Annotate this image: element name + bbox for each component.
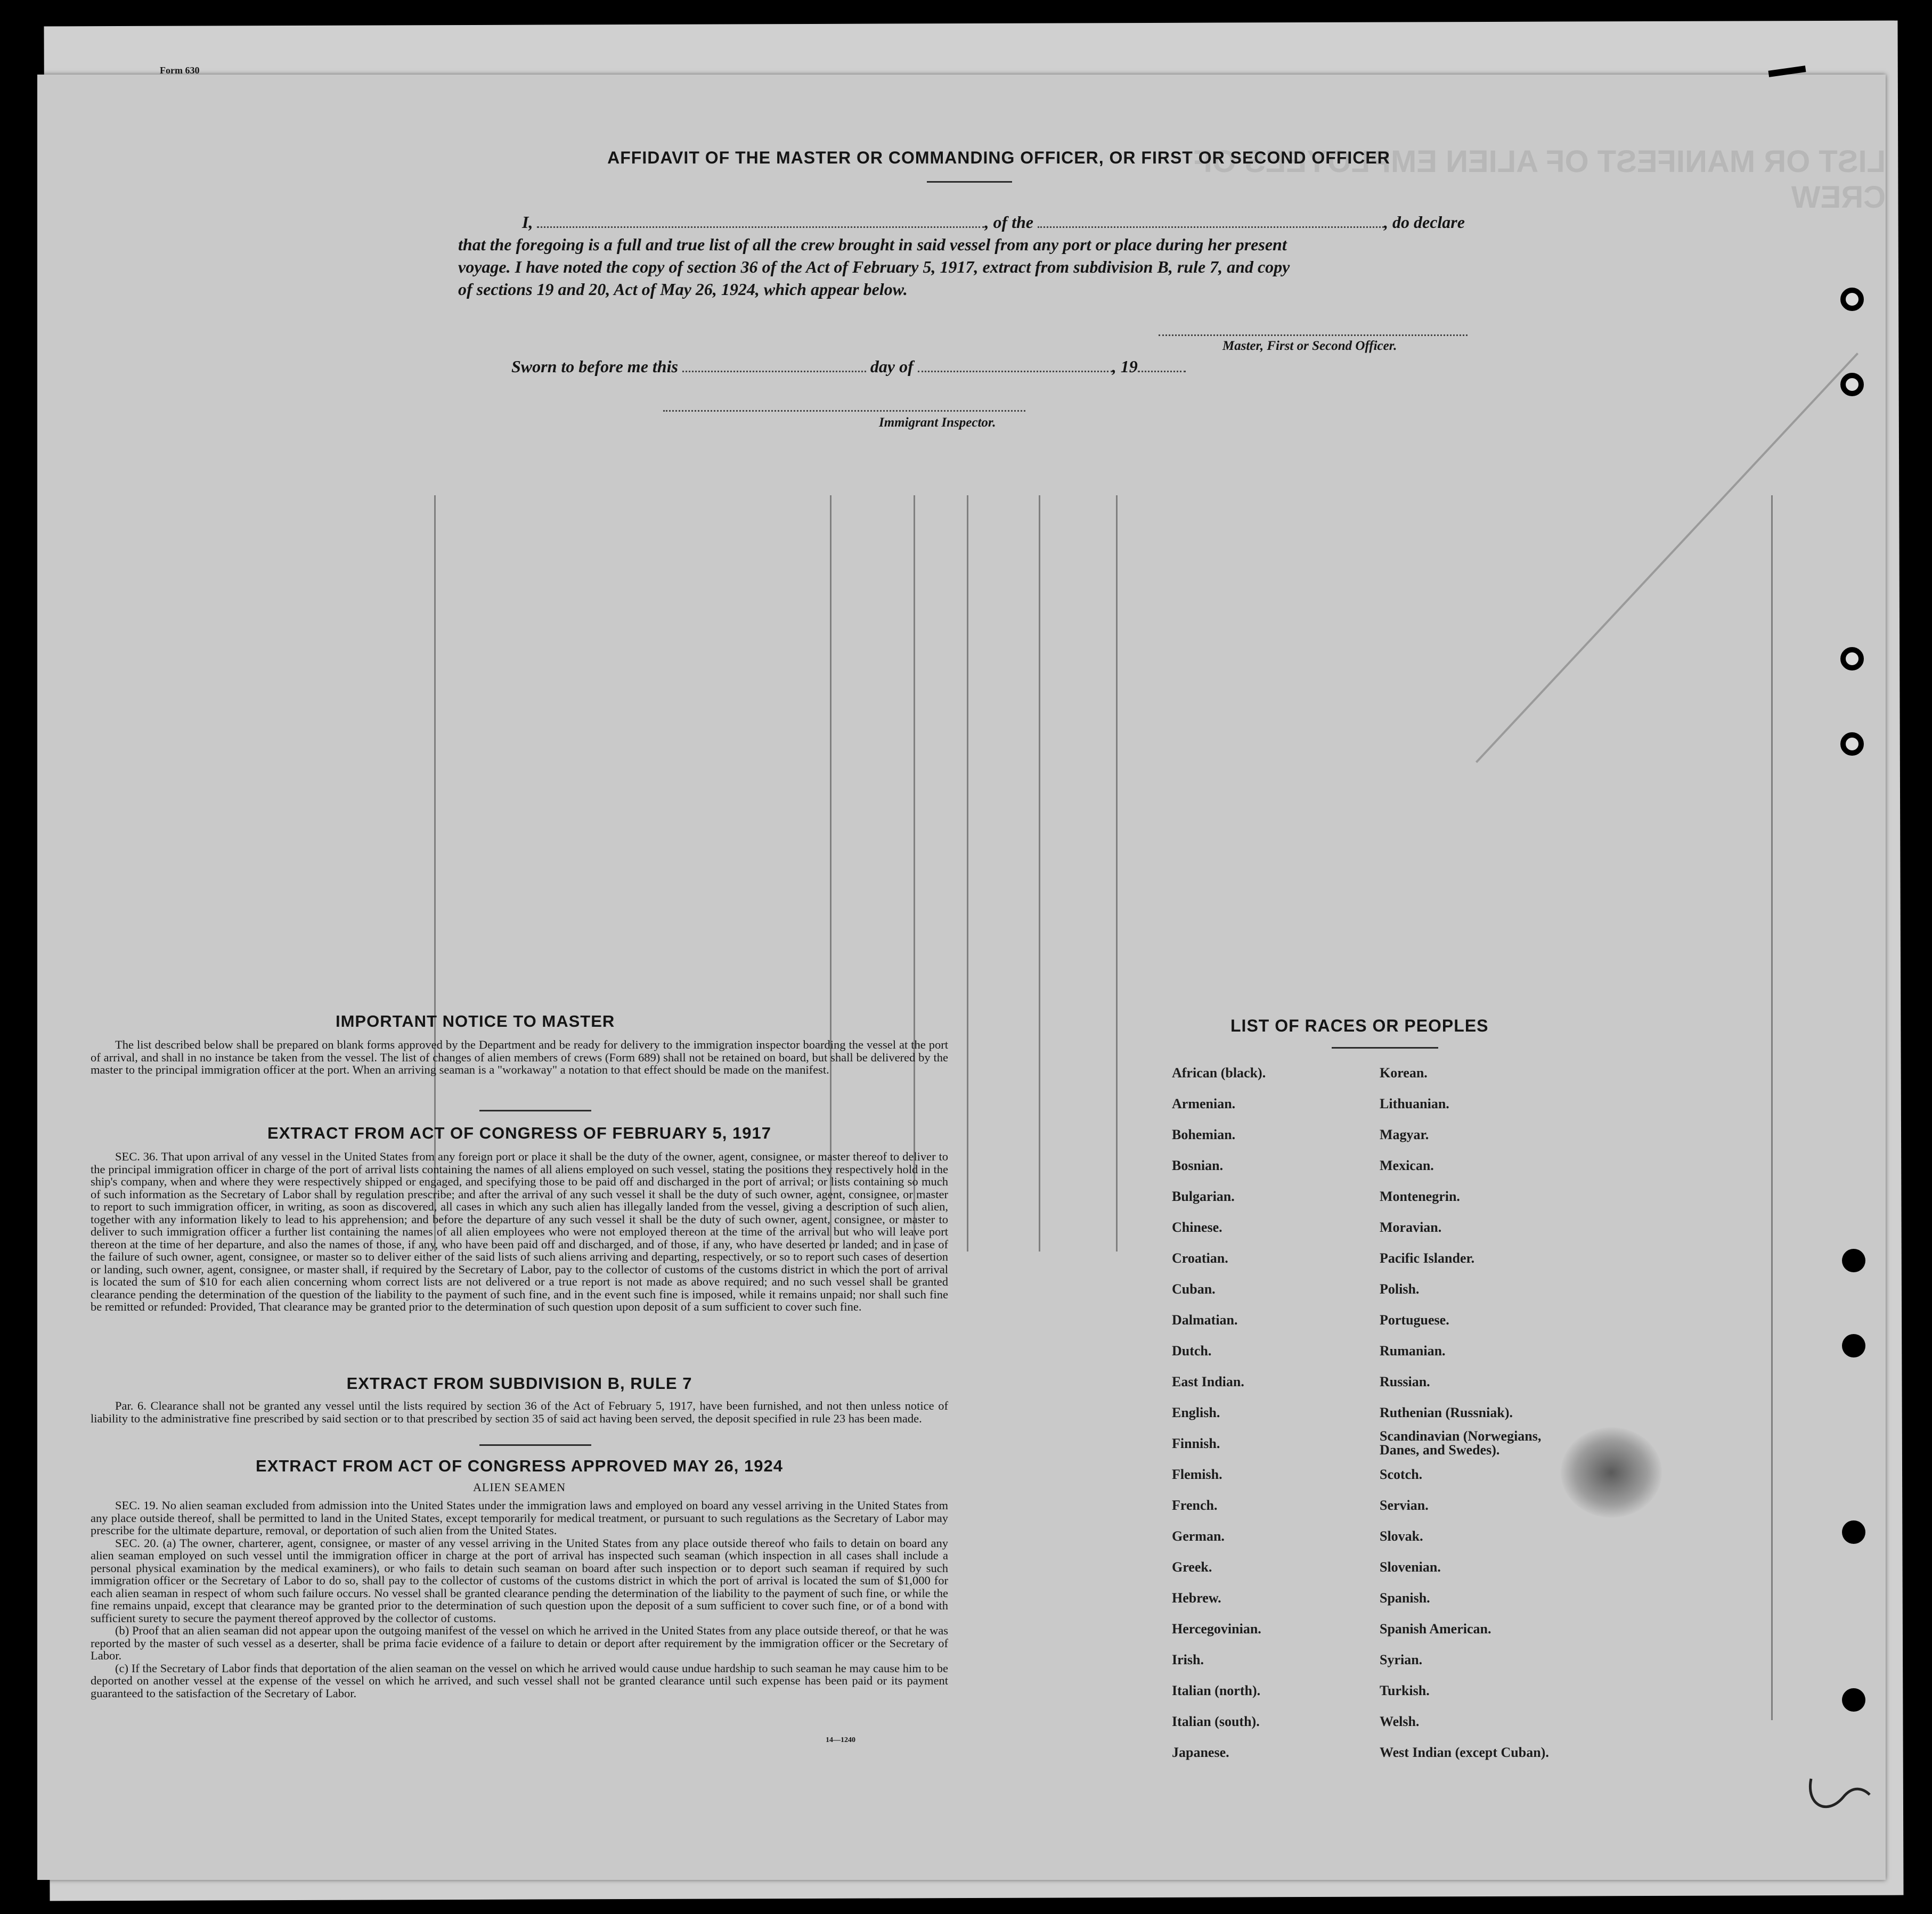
- bleed-through-header: LIST OR MANIFEST OF ALIEN EMPLOYEES OF CREW: [1193, 144, 1886, 215]
- race-item: Flemish.: [1172, 1467, 1222, 1482]
- affidavit-title: AFFIDAVIT OF THE MASTER OR COMMANDING OFFICER, OR FIRST OR SECOND OFFICER: [607, 148, 1390, 167]
- race-item: Finnish.: [1172, 1436, 1220, 1451]
- race-item: Chinese.: [1172, 1220, 1222, 1235]
- binder-hole: [1842, 1334, 1865, 1357]
- race-item: Bosnian.: [1172, 1158, 1224, 1173]
- section-20c-text: (c) If the Secretary of Labor finds that deportation of the alien seaman on the vessel on which he arrived would cause undue hardship to such seaman he may cause him to be deported on another vessel at the expense of the vessel on which he arrived, and such vessel shall not be granted clearance until such expense has been paid or its payment guaranteed to the satisfaction of the Secretary of Labor.: [91, 1661, 948, 1700]
- race-item: Portuguese.: [1380, 1312, 1449, 1328]
- race-item: Slovak.: [1380, 1528, 1423, 1544]
- form-number: Form 630: [160, 65, 200, 76]
- section-rule: [479, 1110, 591, 1111]
- race-item: Scotch.: [1380, 1467, 1423, 1482]
- sworn-day-of-label: day of: [870, 357, 914, 376]
- sworn-year-field[interactable]: [1138, 357, 1186, 372]
- declaration-declare-label: , do declare: [1384, 212, 1465, 232]
- race-item: Croatian.: [1172, 1250, 1228, 1266]
- race-item: Pacific Islander.: [1380, 1250, 1475, 1266]
- race-item: Ruthenian (Russniak).: [1380, 1405, 1513, 1420]
- print-code: 14—1240: [826, 1736, 855, 1744]
- officer-name-field[interactable]: [537, 212, 984, 228]
- binder-hole: [1840, 288, 1864, 311]
- binder-hole: [1840, 732, 1864, 756]
- section-19-text: SEC. 19. No alien seaman excluded from admission into the United States under the immigration laws and employed on board any vessel arriving in the United States from any place outside thereof, shall be permitted to land in the United States, except temporarily for medical treatment, or pursuant to such regulations as the Secretary of Labor may prescribe for the ultimate departure, removal, or deportation of such alien from the United States.: [91, 1499, 948, 1537]
- master-signature-field[interactable]: [1159, 334, 1468, 336]
- race-item: West Indian (except Cuban).: [1380, 1745, 1549, 1760]
- column-rule: [1039, 495, 1040, 1252]
- sworn-month-field[interactable]: [918, 357, 1112, 372]
- race-item: Irish.: [1172, 1652, 1204, 1667]
- race-item: Scandinavian (Norwegians, Danes, and Swedes).: [1380, 1428, 1542, 1458]
- race-item: Italian (south).: [1172, 1714, 1260, 1729]
- notice-body: [91, 1038, 948, 1076]
- sworn-label: Sworn to before me this: [511, 357, 678, 376]
- declaration-line-3: voyage. I have noted the copy of section 36 of the Act of February 5, 1917, extract from subdivision B, rule 7, and copy: [458, 257, 1290, 276]
- affidavit-declaration: [458, 211, 1550, 300]
- race-item: Servian.: [1380, 1498, 1429, 1513]
- race-item: Magyar.: [1380, 1127, 1429, 1142]
- race-item: Bulgarian.: [1172, 1189, 1235, 1204]
- form-sheet: [37, 65, 1886, 1880]
- declaration-i-label: I,: [522, 212, 533, 232]
- race-item: Polish.: [1380, 1281, 1420, 1297]
- race-item: Spanish American.: [1380, 1621, 1491, 1637]
- binder-hole: [1842, 1520, 1865, 1544]
- binder-hole: [1842, 1688, 1865, 1712]
- race-item: Italian (north).: [1172, 1683, 1261, 1698]
- races-title: LIST OF RACES OR PEOPLES: [1230, 1016, 1489, 1035]
- race-item: Rumanian.: [1380, 1343, 1446, 1359]
- race-item: Dutch.: [1172, 1343, 1212, 1359]
- inspector-signature-field[interactable]: [663, 410, 1025, 412]
- race-item: French.: [1172, 1498, 1218, 1513]
- race-item: Greek.: [1172, 1559, 1212, 1575]
- binder-hole: [1840, 373, 1864, 396]
- race-item: Japanese.: [1172, 1745, 1229, 1760]
- race-item: Armenian.: [1172, 1096, 1236, 1111]
- extract-1917-body: [91, 1150, 948, 1313]
- sworn-day-field[interactable]: [682, 357, 866, 372]
- diagonal-mark: [1476, 353, 1858, 763]
- section-rule: [479, 1444, 591, 1446]
- race-item: Spanish.: [1380, 1590, 1430, 1606]
- race-item: African (black).: [1172, 1065, 1266, 1081]
- inspector-label: Immigrant Inspector.: [879, 415, 996, 430]
- race-item: Hebrew.: [1172, 1590, 1221, 1606]
- race-item: Russian.: [1380, 1374, 1430, 1389]
- rule-7-body: [91, 1400, 948, 1425]
- declaration-line-2: that the foregoing is a full and true list of all the crew brought in said vessel from any port or place during her present: [458, 235, 1287, 254]
- title-rule: [927, 181, 1012, 183]
- vessel-name-field[interactable]: [1038, 212, 1384, 228]
- race-item: Moravian.: [1380, 1220, 1442, 1235]
- race-item: Lithuanian.: [1380, 1096, 1449, 1111]
- race-item: East Indian.: [1172, 1374, 1244, 1389]
- race-item: Mexican.: [1380, 1158, 1434, 1173]
- ink-smudge: [1561, 1427, 1662, 1518]
- race-item: Slovenian.: [1380, 1559, 1441, 1575]
- extract-1917-title: EXTRACT FROM ACT OF CONGRESS OF FEBRUARY 5, 1917: [267, 1124, 771, 1142]
- handwritten-mark: [1800, 1773, 1875, 1821]
- extract-1924-body: [91, 1499, 948, 1699]
- notice-title: IMPORTANT NOTICE TO MASTER: [336, 1012, 615, 1030]
- section-36-text: SEC. 36. That upon arrival of any vessel in the United States from any foreign port or place it shall be the duty of the owner, agent, consignee, or master thereof to deliver to the principal immigration officer in charge of the port of arrival lists containing the names of all aliens employed on such vessel, stating the positions they respectively hold in the ship's company, when and where they were respectively shipped or engaged, and specifying those to be paid off and discharged in the port of arrival; or lists containing so much of such information as the Secretary of Labor shall by regulation prescribe; and after the arrival of any such vessel it shall be the duty of such owner, agent, consignee, or master to report to such immigration officer, in writing, as soon as discovered, all cases in which any such alien has illegally landed from the vessel, giving a description of such alien, together with any information likely to lead to his apprehension; and before the departure of any such vessel it shall be the duty of such owner, agent, consignee, or master to deliver to such immigration officer a further list containing the names of all alien employees who were not employed thereon at the time of the arrival but who will leave port thereon at the time of her departure, and also the names of those, if any, who have been paid off and discharged, and of those, if any, who have deserted or landed; and in case of the failure of such owner, agent, consignee, or master so to deliver either of the said lists of such aliens arriving and departing, respectively, or so to report such cases of desertion or landing, such owner, agent, consignee, or master shall, if required by the Secretary of Labor, pay to the collector of customs of the customs district in which the port of arrival is located the sum of $10 for each alien concerning whom correct lists are not delivered or a true report is not made as above required; and no such vessel shall be granted clearance pending the determination of the question of the liability to the payment of such fine, and in the event such fine is imposed, while it remains unpaid; nor shall such fine be remitted or refunded: Provided, That clearance may be granted prior to the determination of such question upon deposit of a sum sufficient to cover such fine.: [91, 1150, 948, 1313]
- race-item: Turkish.: [1380, 1683, 1430, 1698]
- section-20b-text: (b) Proof that an alien seaman did not appear upon the outgoing manifest of the vessel on which he arrived in the United States from any place outside thereof, or that he was reported by the master of such vessel as a deserter, shall be prima facie evidence of a failure to detain or deport after requirement by the immigration officer or the Secretary of Labor.: [91, 1624, 948, 1662]
- race-item: Dalmatian.: [1172, 1312, 1238, 1328]
- column-rule: [1116, 495, 1118, 1252]
- master-signature-label: Master, First or Second Officer.: [1222, 339, 1397, 353]
- declaration-line-4: of sections 19 and 20, Act of May 26, 1924, which appear below.: [458, 280, 908, 299]
- paragraph-6-text: Par. 6. Clearance shall not be granted any vessel until the lists required by section 36 of the Act of February 5, 1917, have been furnished, and not then unless notice of liability to the administrative fine prescribed by said section or to that prescribed by section 35 of said act having been served, the deposit specified in rule 23 has been made.: [91, 1399, 948, 1425]
- race-item: Korean.: [1380, 1065, 1428, 1081]
- sworn-line: [511, 357, 1186, 377]
- race-item: German.: [1172, 1528, 1225, 1544]
- race-item: Syrian.: [1380, 1652, 1423, 1667]
- race-item: Cuban.: [1172, 1281, 1216, 1297]
- race-item: Bohemian.: [1172, 1127, 1236, 1142]
- binder-hole: [1840, 647, 1864, 670]
- race-item: Montenegrin.: [1380, 1189, 1460, 1204]
- races-title-rule: [1332, 1047, 1438, 1049]
- declaration-of-the-label: , of the: [984, 212, 1033, 232]
- race-item: English.: [1172, 1405, 1220, 1420]
- column-rule: [1771, 495, 1773, 1720]
- notice-text: The list described below shall be prepared on blank forms approved by the Department and be ready for delivery to the immigration inspector boarding the vessel at the port of arrival, and shall in no instance be taken from the vessel. The list of changes of alien members of crews (Form 689) shall not be retained on board, but shall be delivered by the master to the principal immigration officer at the port. When an arriving seaman is a "workaway" a notation to that effect should be made on the manifest.: [91, 1038, 948, 1076]
- rule-7-title: EXTRACT FROM SUBDIVISION B, RULE 7: [346, 1374, 692, 1393]
- section-20a-text: SEC. 20. (a) The owner, charterer, agent, consignee, or master of any vessel arriving in the United States from any place outside thereof who fails to detain on board any alien seaman employed on such vessel until the immigration officer in charge at the port of arrival has inspected such seaman (which inspection in all cases shall include a personal physical examination by the medical examiners), or who fails to detain such seaman on board after such inspection or to deport such seaman if required by such immigration officer or the Secretary of Labor to do so, shall pay to the collector of customs of the customs district in which the port of arrival is located the sum of $1,000 for each alien seaman in respect of whom such failure occurs. No vessel shall be granted clearance pending the determination of the liability to the payment of such fine, or while the fine remains unpaid, except that clearance may be granted prior to the determination of such question upon the deposit of a sum sufficient to cover such fine, or of a bond with sufficient surety to secure the payment thereof approved by the collector of customs.: [91, 1536, 948, 1625]
- sworn-year-label: , 19: [1112, 357, 1138, 376]
- extract-1924-title: EXTRACT FROM ACT OF CONGRESS APPROVED MAY 26, 1924: [256, 1457, 783, 1475]
- binder-hole: [1842, 1249, 1865, 1272]
- race-item: Hercegovinian.: [1172, 1621, 1261, 1637]
- alien-seamen-subtitle: ALIEN SEAMEN: [473, 1481, 566, 1494]
- race-item: Welsh.: [1380, 1714, 1420, 1729]
